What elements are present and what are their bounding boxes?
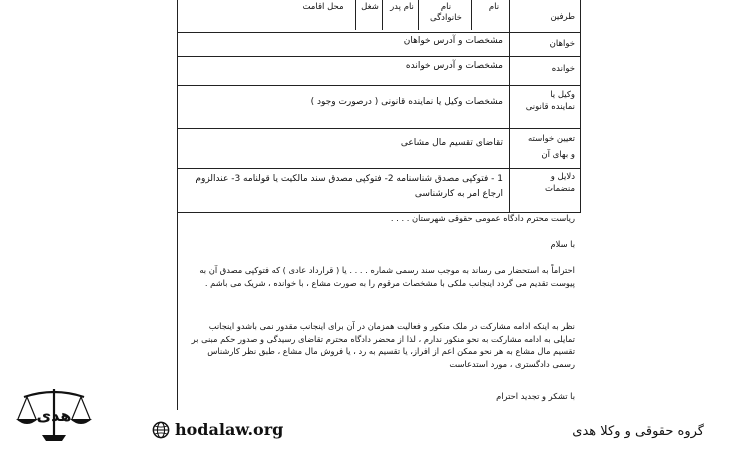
logo-text: هدی [36,406,72,425]
closing: با تشکر و تجدید احترام [496,391,575,401]
form-left-border [177,0,178,410]
attorney-label: وکیل یا نماینده قانونی [525,90,575,112]
plaintiff-details: مشخصات و آدرس خواهان [403,36,503,46]
row-divider [177,56,581,57]
scales-of-justice-logo [14,383,94,445]
father-name-header: نام پدر [390,2,414,12]
defendant-details: مشخصات و آدرس خوانده [405,61,503,71]
claim-label: تعیین خواسته و بهای آن [527,134,575,160]
residence-header: محل اقامت [302,2,344,12]
row-divider [177,128,581,129]
job-header: شغل [361,2,379,12]
petition-form [177,0,581,410]
row-divider [177,32,581,33]
evidence-label: دلایل و منضمات [545,172,575,194]
evidence-details: 1 - فتوکپی مصدق شناسنامه 2- فتوکپی مصدق سند مالکیت یا قولنامه 3- عندالزوم ارجاع امر به کارشناسی [195,174,503,199]
claim-details: تقاضای تقسیم مال مشاعی [400,138,503,148]
website-link[interactable] [152,420,283,439]
paragraph-1: احتراماً به استحضار می رساند به موجب سند رسمی شماره . . . . یا ( قرارداد عادی ) که فتوکپی مصدق آن به پیوست تقدیم می گردد اینجانب ملکی با مشخصات مرقوم را به صورت مشاع ، با خوانده ، شریک می باشم . [199,265,575,288]
website-text[interactable]: hodalaw.org [175,420,284,439]
defendant-label: خوانده [551,64,575,74]
group-name: گروه حقوقی و وکلا هدی [572,424,704,439]
scales-icon [14,383,94,445]
attorney-details: مشخصات وکیل یا نماینده قانونی ( درصورت وجود ) [310,97,503,107]
row-divider [177,168,581,169]
addressee: ریاست محترم دادگاه عمومی حقوقی شهرستان . . . . [390,213,575,223]
row-divider [177,85,581,86]
paragraph-2: نظر به اینکه ادامه مشارکت در ملک منکور و فعالیت همزمان در آن برای اینجانب مقدور نمی باشدو اینجانب تمایلی به ادامه مشارکت به نحو منکور ندارم ، لذا از محضر دادگاه محترم تقاضای رسیدگی و صدور حکم مبنی بر تقسیم مال مشاع به هر نحو ممکن اعم از افراز، یا تقسیم به رد ، یا فروش مال مشاع ، طبق نظر کارشناس رسمی دادگستری ، مورد استدعاست [191,321,575,369]
name-header: نام [488,2,500,12]
globe-icon [152,421,170,439]
family-name-header: نام خانوادگی [430,2,462,23]
greeting: با سلام [550,239,575,249]
header-separator [355,0,356,30]
parties-label: طرفین [550,12,575,22]
plaintiff-label: خواهان [549,39,575,49]
